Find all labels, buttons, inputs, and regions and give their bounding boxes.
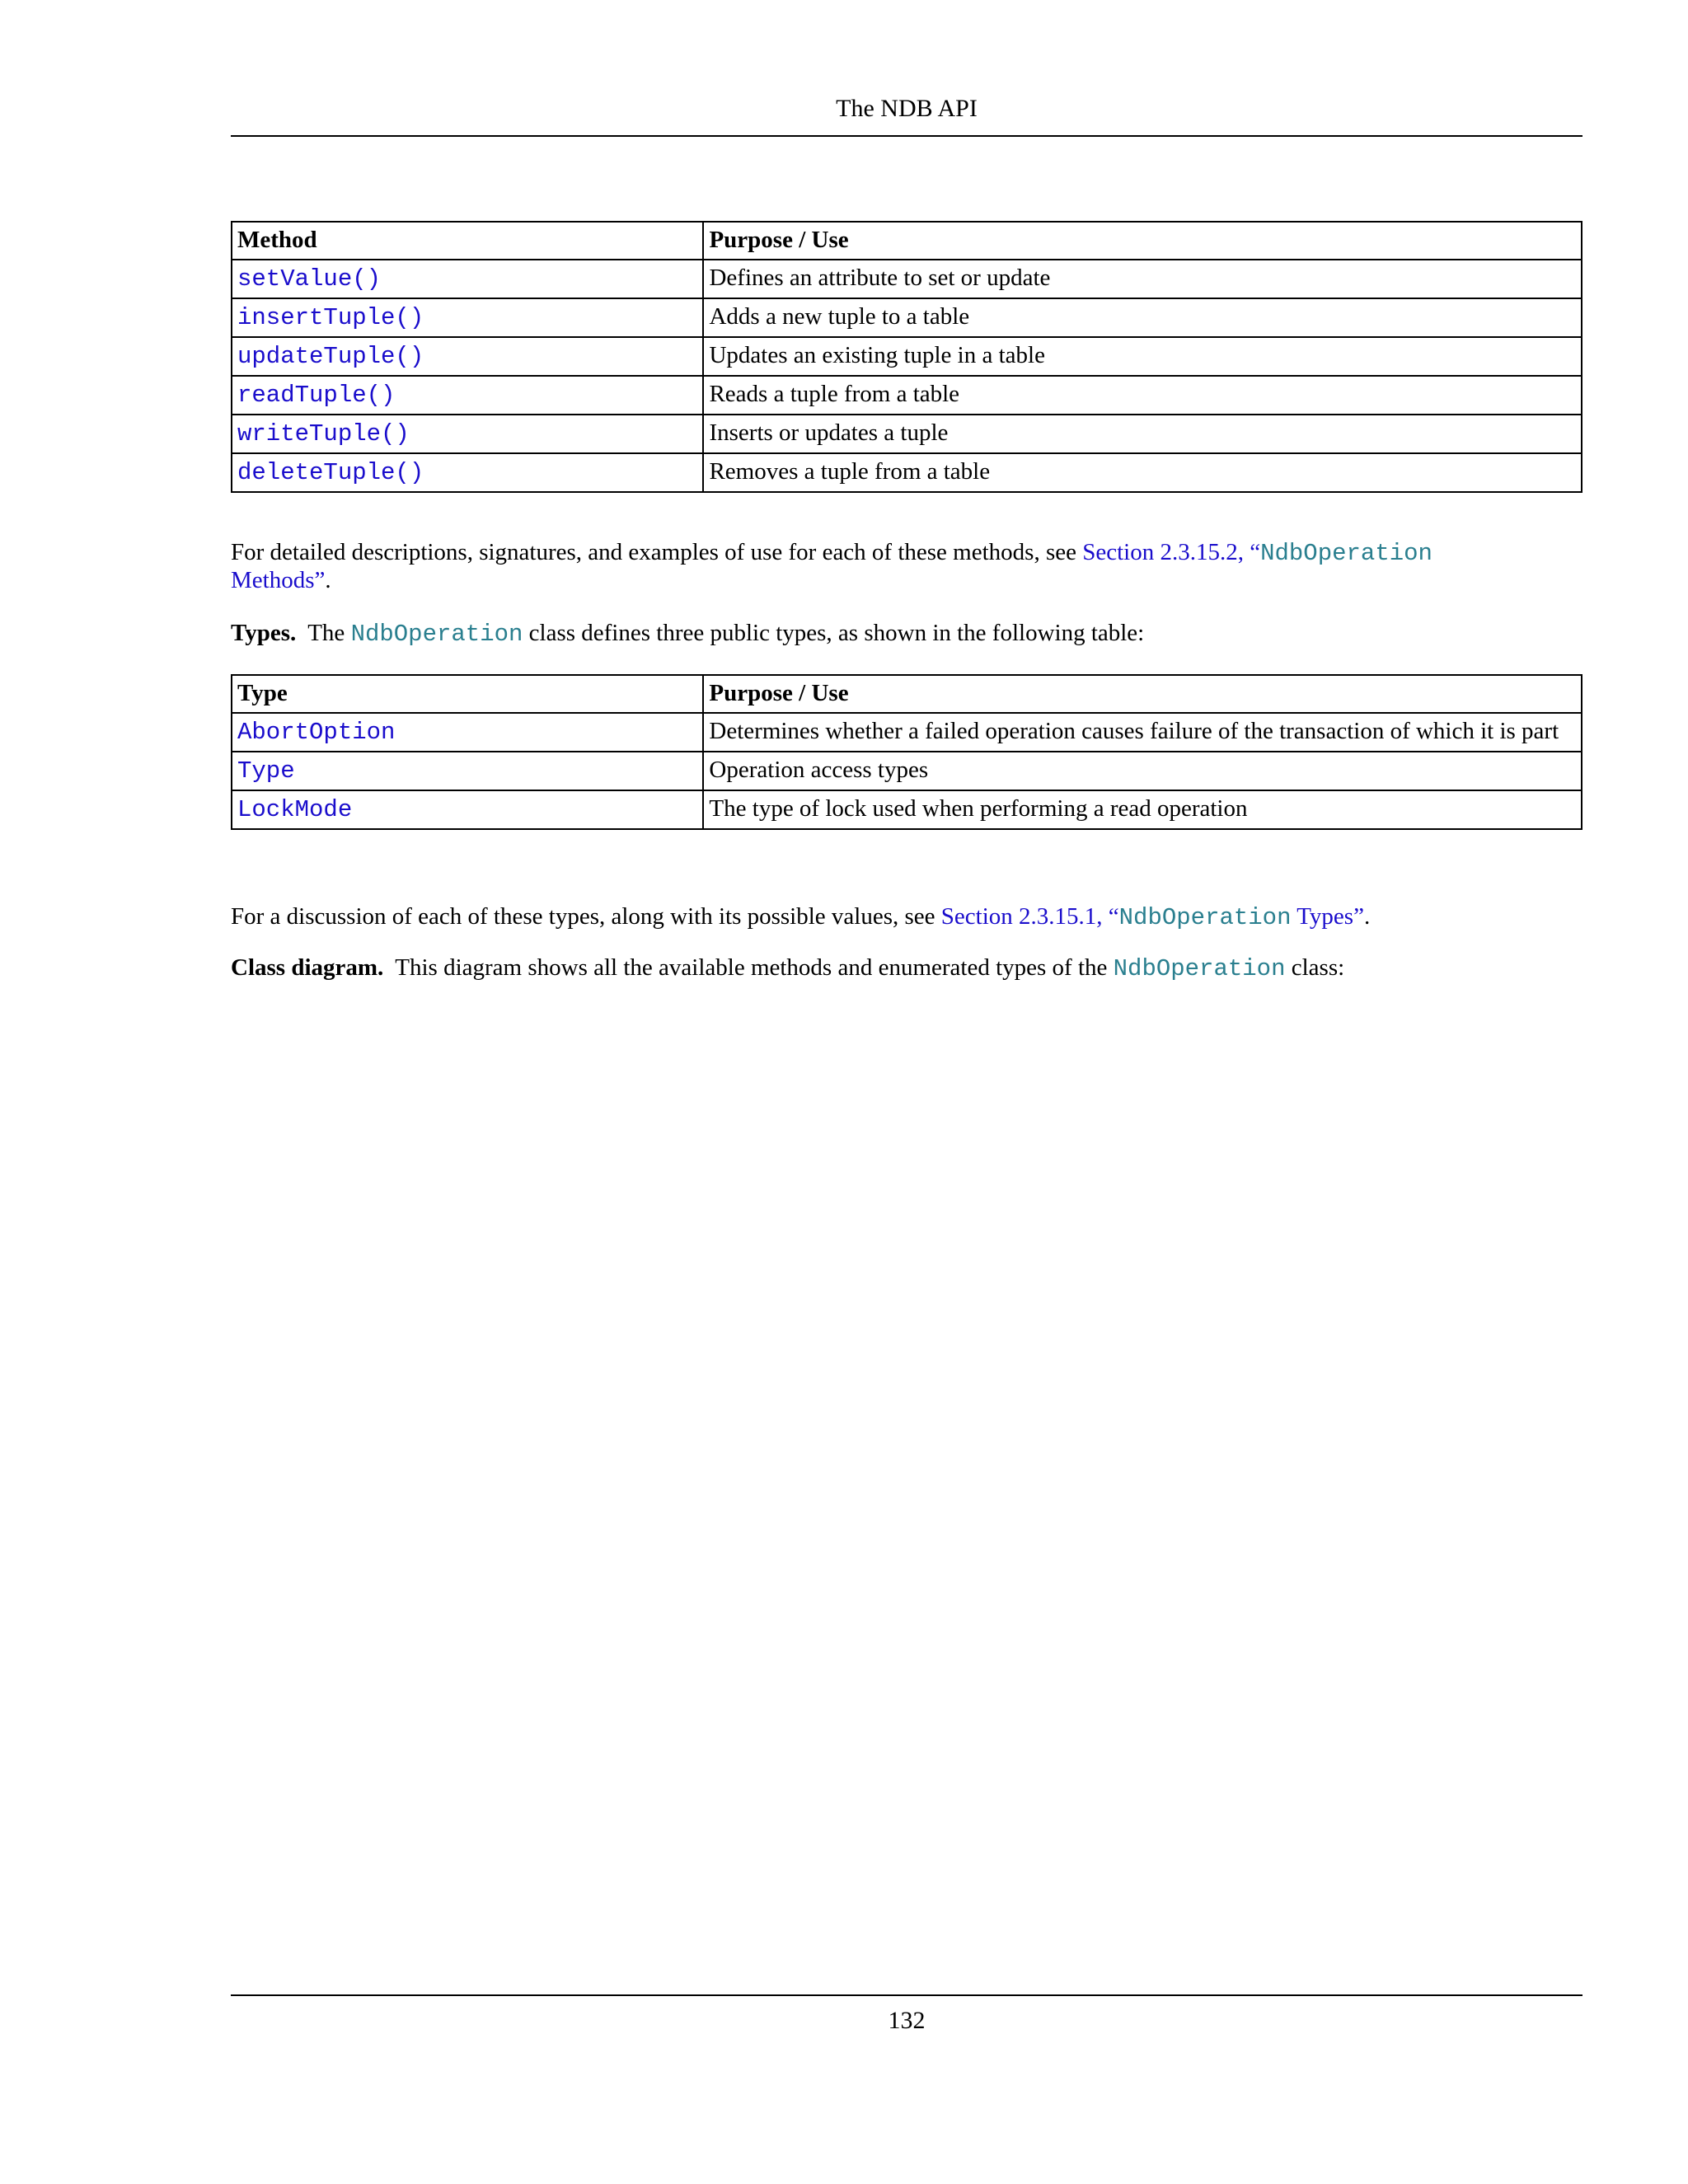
- type-link-abortoption[interactable]: AbortOption: [237, 719, 396, 746]
- table-row: [232, 260, 1582, 298]
- type-link-type[interactable]: Type: [237, 757, 295, 785]
- table-row: [232, 337, 1582, 376]
- types-paragraph: Types. The NdbOperation class defines three public types, as shown in the following table:: [231, 620, 1145, 648]
- method-link-writetuple[interactable]: writeTuple(): [237, 420, 410, 448]
- column-header-method: Method: [232, 222, 703, 260]
- method-link-deletetuple[interactable]: deleteTuple(): [237, 459, 424, 486]
- methods-paragraph: For detailed descriptions, signatures, and examples of use for each of these methods, see Section 2.3.15.2, “NdbOperation Methods”.: [231, 539, 1432, 593]
- footer-rule: [231, 1994, 1582, 1996]
- page-number: 132: [888, 2007, 926, 2034]
- type-purpose: Determines whether a failed operation causes failure of the transaction of which it is part: [703, 713, 1582, 752]
- method-purpose: Updates an existing tuple in a table: [703, 337, 1582, 376]
- class-diagram-paragraph: Class diagram. This diagram shows all the available methods and enumerated types of the NdbOperation class:: [231, 954, 1345, 982]
- table-row: [232, 752, 1582, 790]
- ndboperation-code: NdbOperation: [1113, 955, 1286, 982]
- section-link-types[interactable]: Section 2.3.15.1, “NdbOperation Types”: [940, 903, 1364, 931]
- table-row: [232, 376, 1582, 415]
- method-link-readtuple[interactable]: readTuple(): [237, 382, 396, 409]
- method-purpose: Removes a tuple from a table: [703, 453, 1582, 492]
- header-rule: [231, 135, 1582, 137]
- table-row: [232, 790, 1582, 829]
- methods-table-header-row: [232, 222, 1582, 260]
- type-purpose: Operation access types: [703, 752, 1582, 790]
- table-row: [232, 713, 1582, 752]
- method-link-setvalue[interactable]: setValue(): [237, 265, 382, 293]
- ndboperation-code: NdbOperation: [350, 621, 523, 648]
- method-purpose: Adds a new tuple to a table: [703, 298, 1582, 337]
- column-header-type: Type: [232, 675, 703, 713]
- column-header-purpose: Purpose / Use: [703, 675, 1582, 713]
- table-row: [232, 415, 1582, 453]
- running-header: The NDB API: [836, 95, 978, 122]
- method-purpose: Inserts or updates a tuple: [703, 415, 1582, 453]
- table-row: [232, 453, 1582, 492]
- type-purpose: The type of lock used when performing a read operation: [703, 790, 1582, 829]
- types-label: Types.: [231, 620, 297, 646]
- method-purpose: Defines an attribute to set or update: [703, 260, 1582, 298]
- column-header-purpose: Purpose / Use: [703, 222, 1582, 260]
- methods-table: [231, 221, 1582, 493]
- types-table: [231, 674, 1582, 830]
- class-diagram-label: Class diagram.: [231, 954, 384, 981]
- method-link-updatetuple[interactable]: updateTuple(): [237, 343, 424, 370]
- discussion-paragraph: For a discussion of each of these types, along with its possible values, see Section 2.3.15.1, “NdbOperation Types”.: [231, 903, 1371, 931]
- section-link-methods[interactable]: Section 2.3.15.2, “NdbOperation Methods”: [231, 539, 1432, 593]
- method-link-inserttuple[interactable]: insertTuple(): [237, 304, 424, 331]
- types-table-header-row: [232, 675, 1582, 713]
- table-row: [232, 298, 1582, 337]
- method-purpose: Reads a tuple from a table: [703, 376, 1582, 415]
- type-link-lockmode[interactable]: LockMode: [237, 796, 353, 823]
